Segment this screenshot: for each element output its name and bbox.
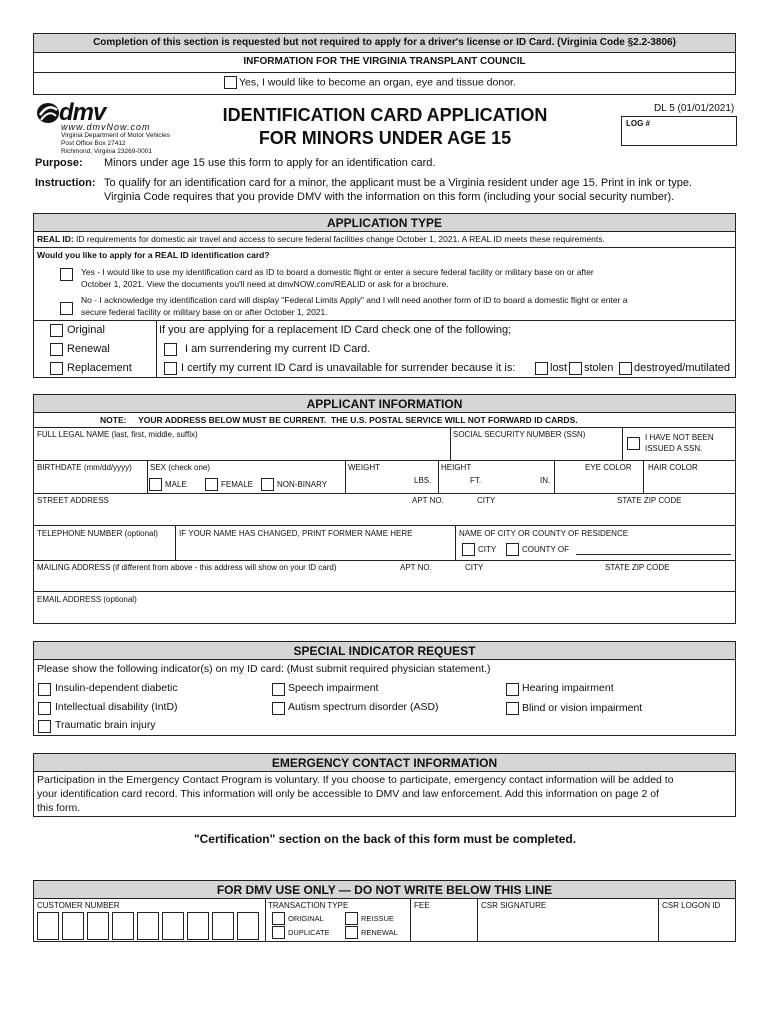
agency-line-2: Post Office Box 27412	[61, 140, 126, 147]
applicant-section	[33, 394, 736, 624]
height-label: HEIGHT	[441, 463, 472, 472]
real-id-notice	[37, 234, 605, 244]
purpose-text: Minors under age 15 use this form to apply for an identification card.	[104, 157, 436, 169]
vision-label: Blind or vision impairment	[522, 702, 643, 714]
real-id-no-checkbox[interactable]	[60, 302, 73, 315]
dmv-use-title: FOR DMV USE ONLY — DO NOT WRITE BELOW THIS LINE	[216, 883, 553, 897]
customer-number-cell[interactable]	[62, 912, 84, 940]
customer-number-cell[interactable]	[87, 912, 109, 940]
real-id-yes-checkbox[interactable]	[60, 268, 73, 281]
tx-renewal-label: RENEWAL	[361, 928, 398, 937]
form-title-line-2: FOR MINORS UNDER AGE 15	[258, 128, 512, 148]
county-name-line	[576, 554, 731, 555]
real-id-yes-line-1: Yes - I would like to use my identification card as ID to board a domestic flight or enter a secure federal facility or military base on or after	[81, 267, 594, 277]
no-ssn-label-2: ISSUED A SSN.	[645, 444, 703, 453]
dmv-logo	[35, 101, 195, 157]
address-note: NOTE: YOUR ADDRESS BELOW MUST BE CURRENT. THE U.S. POSTAL SERVICE WILL NOT FORWARD ID CARDS.	[100, 415, 578, 425]
telephone-label: TELEPHONE NUMBER (optional)	[37, 529, 158, 538]
intellectual-checkbox[interactable]	[38, 702, 51, 715]
emergency-line-1: Participation in the Emergency Contact Program is voluntary. If you choose to participate, emergency contact information will be added to	[37, 774, 674, 786]
type-original-label: Original	[67, 324, 105, 336]
instruction-line-1: To qualify for an identification card for a minor, the applicant must be a Virginia resident under age 15. Print in ink or type.	[104, 177, 693, 189]
residence-city-checkbox[interactable]	[462, 543, 475, 556]
speech-label: Speech impairment	[288, 682, 379, 694]
mailing-apt-label: APT NO.	[400, 563, 432, 572]
street-address-input[interactable]	[35, 507, 734, 523]
real-id-no-line-2: secure federal facility or military base on or after October 1, 2021.	[81, 307, 328, 317]
real-id-text: ID requirements for domestic air travel and access to secure federal facilities change October 1, 2021. A REAL ID meets these requirements.	[73, 234, 605, 244]
full-name-label: FULL LEGAL NAME (last, first, middle, suffix)	[37, 430, 198, 439]
customer-number-label: CUSTOMER NUMBER	[37, 901, 120, 910]
intellectual-label: Intellectual disability (IntD)	[55, 701, 178, 713]
instruction-label: Instruction:	[35, 177, 96, 189]
sex-label: SEX (check one)	[150, 463, 211, 472]
transplant-council-title: INFORMATION FOR THE VIRGINIA TRANSPLANT COUNCIL	[243, 56, 526, 67]
mailing-label: MAILING ADDRESS (if different from above - this address will show on your ID card)	[37, 563, 337, 572]
autism-checkbox[interactable]	[272, 702, 285, 715]
no-ssn-checkbox[interactable]	[627, 437, 640, 450]
type-replacement-checkbox[interactable]	[50, 362, 63, 375]
form-number: DL 5 (01/01/2021)	[654, 103, 735, 114]
transplant-section	[33, 33, 736, 95]
insulin-label: Insulin-dependent diabetic	[55, 682, 178, 694]
reason-destroyed-label: destroyed/mutilated	[634, 362, 730, 374]
hearing-label: Hearing impairment	[522, 682, 614, 694]
former-name-label: IF YOUR NAME HAS CHANGED, PRINT FORMER NAME HERE	[179, 529, 413, 538]
email-label: EMAIL ADDRESS (optional)	[37, 595, 137, 604]
sex-nonbinary-label: NON-BINARY	[277, 480, 328, 489]
reason-destroyed-checkbox[interactable]	[619, 362, 632, 375]
agency-line-3: Richmond, Virginia 23269-0001	[61, 148, 152, 155]
residence-label: NAME OF CITY OR COUNTY OF RESIDENCE	[459, 529, 629, 538]
full-name-input[interactable]	[35, 428, 449, 460]
applicant-title: APPLICANT INFORMATION	[306, 397, 463, 411]
purpose-label: Purpose:	[35, 157, 83, 169]
special-indicator-section	[33, 641, 736, 736]
mailing-state-label: STATE ZIP CODE	[605, 563, 670, 572]
tx-duplicate-checkbox[interactable]	[272, 926, 285, 939]
apt-label: APT NO.	[412, 496, 444, 505]
reason-lost-label: lost	[550, 362, 568, 374]
sex-male-checkbox[interactable]	[149, 478, 162, 491]
lbs-label: LBS.	[414, 476, 432, 485]
hair-color-label: HAIR COLOR	[648, 463, 698, 472]
customer-number-cell[interactable]	[112, 912, 134, 940]
real-id-no-line-1: No - I acknowledge my identification card will display "Federal Limits Apply" and I will need another form of ID to board a domestic flight or enter a	[81, 295, 628, 305]
emergency-title: EMERGENCY CONTACT INFORMATION	[271, 756, 498, 770]
type-replacement-label: Replacement	[67, 362, 132, 374]
surrender-label: I am surrendering my current ID Card.	[185, 343, 371, 355]
ssn-label: SOCIAL SECURITY NUMBER (SSN)	[453, 430, 586, 439]
tx-duplicate-label: DUPLICATE	[288, 928, 330, 937]
reason-lost-checkbox[interactable]	[535, 362, 548, 375]
certification-note: "Certification" section on the back of this form must be completed.	[193, 832, 577, 846]
city-label: CITY	[477, 496, 496, 505]
feet-label: FT.	[470, 476, 482, 485]
customer-number-cell[interactable]	[187, 912, 209, 940]
customer-number-cell[interactable]	[37, 912, 59, 940]
transaction-type-label: TRANSACTION TYPE	[268, 901, 349, 910]
tx-renewal-checkbox[interactable]	[345, 926, 358, 939]
residence-county-checkbox[interactable]	[506, 543, 519, 556]
csr-signature-label: CSR SIGNATURE	[481, 901, 547, 910]
emergency-line-2: your identification card record. This information will only be accessible to DMV and law enforcement. Add this information on page 2 of	[37, 788, 659, 800]
street-label: STREET ADDRESS	[37, 496, 109, 505]
customer-number-cell[interactable]	[137, 912, 159, 940]
fee-label: FEE	[414, 901, 430, 910]
sex-female-label: FEMALE	[221, 480, 254, 489]
inches-label: IN.	[540, 476, 551, 485]
replacement-prompt: If you are applying for a replacement ID Card check one of the following;	[159, 324, 512, 336]
emergency-section	[33, 753, 736, 817]
application-type-title: APPLICATION TYPE	[326, 216, 443, 230]
customer-number-cell[interactable]	[162, 912, 184, 940]
tx-original-label: ORIGINAL	[288, 914, 324, 923]
brain-injury-checkbox[interactable]	[38, 720, 51, 733]
agency-line-1: Virginia Department of Motor Vehicles	[61, 132, 170, 139]
surrender-checkbox[interactable]	[164, 343, 177, 356]
emergency-line-3: this form.	[37, 802, 81, 814]
birthdate-label: BIRTHDATE (mm/dd/yyyy)	[37, 463, 132, 472]
residence-city-label: CITY	[478, 545, 497, 554]
mailing-city-label: CITY	[465, 563, 484, 572]
unavailable-label: I certify my current ID Card is unavailable for surrender because it is:	[181, 362, 516, 374]
speech-checkbox[interactable]	[272, 683, 285, 696]
form-title-line-1: IDENTIFICATION CARD APPLICATION	[222, 105, 548, 125]
transplant-notice: Completion of this section is requested but not required to apply for a driver's license or ID Card. (Virginia Code §2.2-3806)	[93, 37, 676, 48]
mailing-address-input[interactable]	[35, 574, 734, 590]
insulin-checkbox[interactable]	[38, 683, 51, 696]
hearing-checkbox[interactable]	[506, 683, 519, 696]
email-input[interactable]	[35, 606, 734, 622]
customer-number-boxes	[37, 912, 263, 941]
state-zip-label: STATE ZIP CODE	[617, 496, 682, 505]
tx-reissue-checkbox[interactable]	[345, 912, 358, 925]
log-number-label: LOG #	[626, 119, 651, 128]
ssn-input[interactable]	[451, 441, 621, 459]
vision-checkbox[interactable]	[506, 702, 519, 715]
sex-female-checkbox[interactable]	[205, 478, 218, 491]
real-id-yes-line-2: October 1, 2021. View the documents you'll need at dmvNOW.com/REALID or ask for a brochure.	[81, 279, 449, 289]
unavailable-checkbox[interactable]	[164, 362, 177, 375]
donor-option-label: Yes, I would like to become an organ, eye and tissue donor.	[239, 76, 516, 89]
special-indicator-intro: Please show the following indicator(s) on my ID card: (Must submit required physician statement.)	[37, 663, 491, 675]
eye-color-label: EYE COLOR	[585, 463, 632, 472]
weight-label: WEIGHT	[348, 463, 380, 472]
logo-text: dmv	[59, 99, 106, 126]
type-renewal-checkbox[interactable]	[50, 343, 63, 356]
sex-nonbinary-checkbox[interactable]	[261, 478, 274, 491]
customer-number-cell[interactable]	[212, 912, 234, 940]
customer-number-cell[interactable]	[237, 912, 259, 940]
donor-option[interactable]	[224, 76, 516, 89]
brain-injury-label: Traumatic brain injury	[55, 719, 156, 731]
no-ssn-label-1: I HAVE NOT BEEN	[645, 433, 714, 442]
autism-label: Autism spectrum disorder (ASD)	[288, 701, 439, 713]
log-number-field[interactable]	[621, 116, 737, 146]
reason-stolen-label: stolen	[584, 362, 614, 374]
logo-url: www.dmvNow.com	[61, 122, 151, 132]
tx-reissue-label: REISSUE	[361, 914, 394, 923]
sex-male-label: MALE	[165, 480, 187, 489]
application-type-section	[33, 213, 736, 378]
special-indicator-title: SPECIAL INDICATOR REQUEST	[293, 644, 476, 658]
type-original-checkbox[interactable]	[50, 324, 63, 337]
tx-original-checkbox[interactable]	[272, 912, 285, 925]
real-id-question: Would you like to apply for a REAL ID identification card?	[37, 250, 270, 260]
donor-checkbox[interactable]	[224, 76, 237, 89]
reason-stolen-checkbox[interactable]	[569, 362, 582, 375]
instruction-line-2: Virginia Code requires that you provide DMV with the information on this form (including your social security number).	[104, 191, 675, 203]
dmv-use-section	[33, 880, 736, 942]
real-id-label: REAL ID:	[37, 234, 74, 244]
residence-county-label: COUNTY OF	[522, 545, 569, 554]
type-renewal-label: Renewal	[67, 343, 110, 355]
csr-logon-label: CSR LOGON ID	[662, 901, 721, 910]
